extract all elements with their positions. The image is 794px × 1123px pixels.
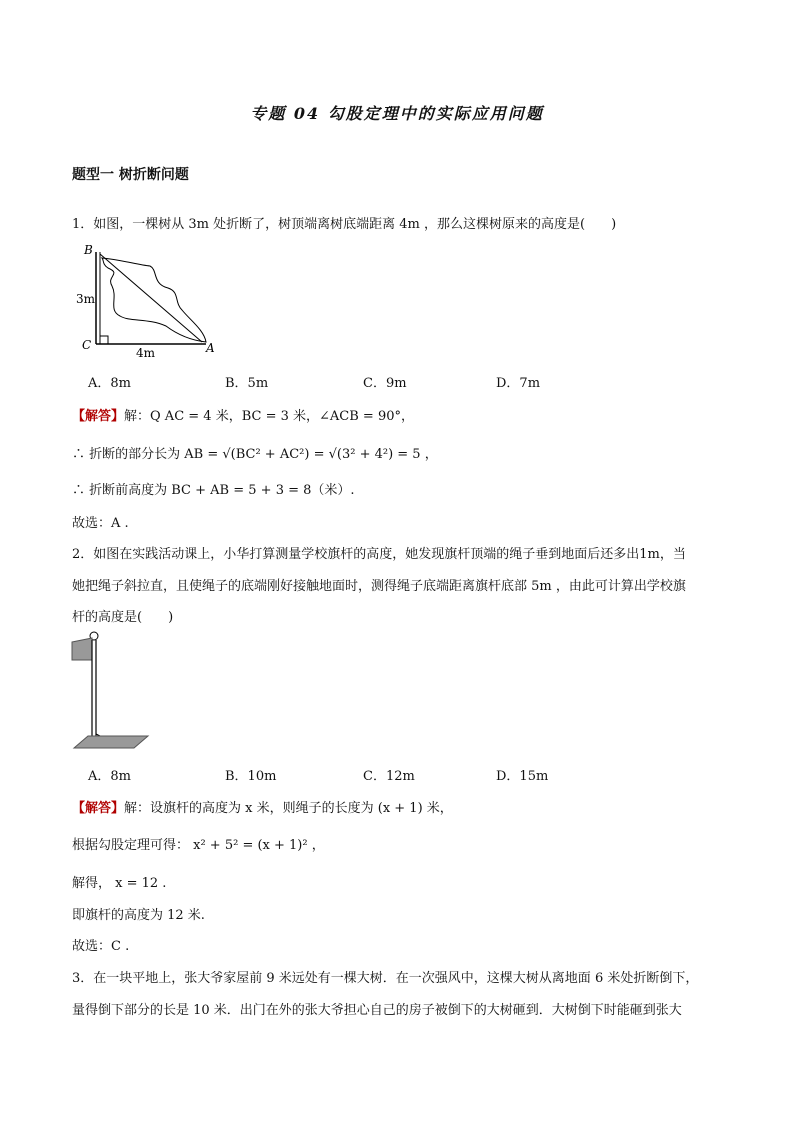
q1-option-c: C．9m xyxy=(363,376,407,391)
q1-stem: 1．如图，一棵树从 3m 处折断了，树顶端离树底端距离 4m ，那么这棵树原来的高度是( ) xyxy=(72,217,617,232)
q2-stem-line-2: 她把绳子斜拉直，且使绳子的底端刚好接触地面时，测得绳子底端距离旗杆底部 5m ，由此可计算出学校旗 xyxy=(72,579,686,594)
label-3m: 3m xyxy=(76,292,96,306)
q1-solution-line-1 xyxy=(72,405,414,424)
q1-figure xyxy=(78,240,228,362)
q2-stem-line-1: 2．如图在实践活动课上，小华打算测量学校旗杆的高度，她发现旗杆顶端的绳子垂到地面后还多出1m，当 xyxy=(72,547,686,562)
q2-solution-line-3: 解得， x = 12 . xyxy=(72,876,167,891)
tree-diagram xyxy=(78,240,228,362)
q2-option-b: B．10m xyxy=(225,769,277,784)
q1-option-b: B．5m xyxy=(225,376,269,391)
q1-option-d: D．7m xyxy=(496,376,541,391)
q1-solution-line-3: ∴ 折断前高度为 BC + AB = 5 + 3 = 8（米）. xyxy=(72,483,355,498)
q2-solution-text-1: 解：设旗杆的高度为 x 米，则绳子的长度为 (x + 1) 米， xyxy=(124,801,453,816)
q2-solution-tag: 【解答】 xyxy=(72,801,125,816)
label-4m: 4m xyxy=(136,346,156,360)
q2-solution-line-2: 根据勾股定理可得： x² + 5² = (x + 1)² ， xyxy=(72,838,325,853)
flagpole-diagram xyxy=(68,630,158,755)
q2-solution-line-4: 即旗杆的高度为 12 米. xyxy=(72,908,205,923)
q1-option-a: A．8m xyxy=(88,376,131,391)
label-a: A xyxy=(206,341,215,355)
q2-solution-line-1 xyxy=(72,797,453,816)
q1-solution-text-1: 解：Q AC = 4 米，BC = 3 米，∠ACB = 90°， xyxy=(124,409,414,424)
q2-solution-line-5: 故选：C . xyxy=(72,939,130,954)
q1-solution-line-4: 故选：A . xyxy=(72,516,129,531)
section-heading: 题型一 树折断问题 xyxy=(72,167,189,183)
q2-option-c: C．12m xyxy=(363,769,415,784)
q2-option-d: D．15m xyxy=(496,769,549,784)
q2-stem-line-3: 杆的高度是( ) xyxy=(72,610,174,625)
label-c: C xyxy=(82,338,92,352)
q1-solution-line-2: ∴ 折断的部分长为 AB = √(BC² + AC²) = √(3² + 4²) = 5 ， xyxy=(72,447,438,462)
q2-figure xyxy=(68,630,158,755)
q3-stem-line-2: 量得倒下部分的长是 10 米．出门在外的张大爷担心自己的房子被倒下的大树砸到．大树倒下时能砸到张大 xyxy=(72,1003,682,1018)
q1-solution-tag: 【解答】 xyxy=(72,409,125,424)
page-title: 专题 04 勾股定理中的实际应用问题 xyxy=(250,104,544,123)
q3-stem-line-1: 3．在一块平地上，张大爷家屋前 9 米远处有一棵大树．在一次强风中，这棵大树从离地面 6 米处折断倒下， xyxy=(72,971,699,986)
label-b: B xyxy=(84,243,93,257)
q2-option-a: A．8m xyxy=(88,769,131,784)
